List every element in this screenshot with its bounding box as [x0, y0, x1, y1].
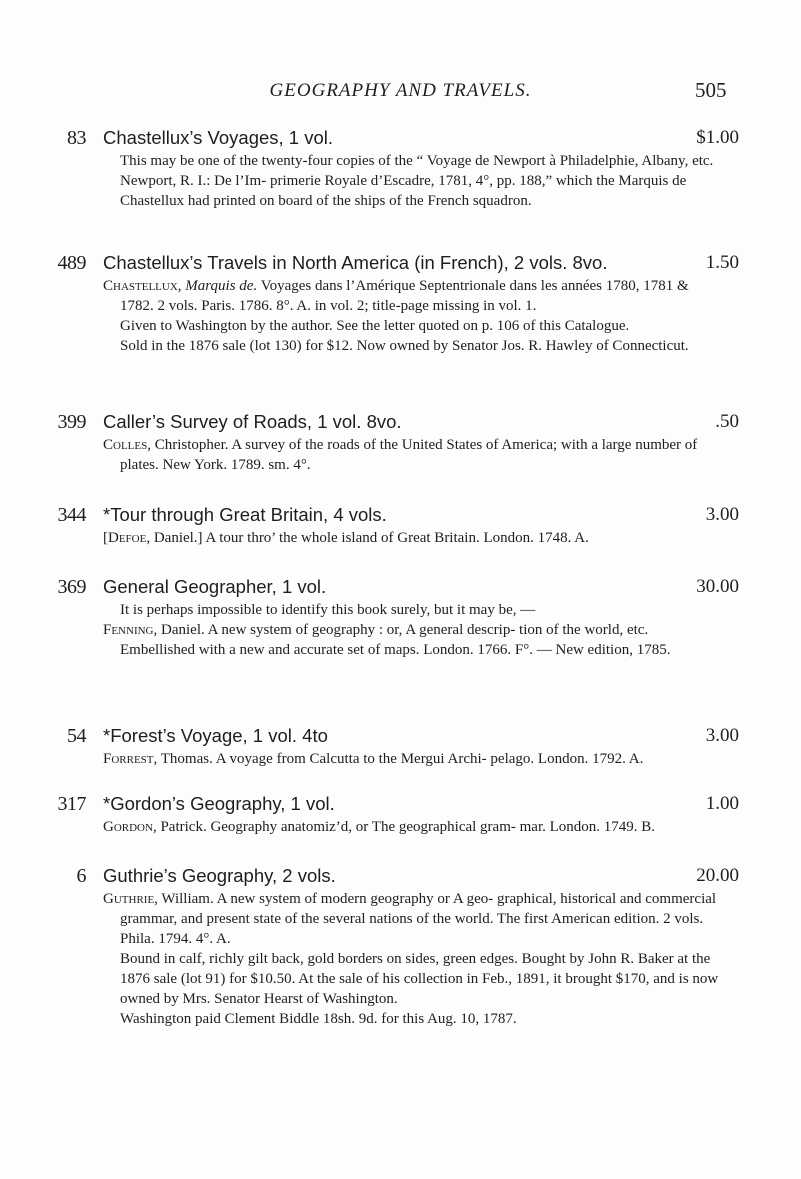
- bibliographic-record: [103, 817, 723, 837]
- author-title: Marquis de.: [185, 278, 258, 294]
- page-number: 505: [695, 78, 727, 102]
- entry-price: 20.00: [696, 865, 739, 886]
- bibliographic-record: [103, 749, 723, 769]
- running-head-title: GEOGRAPHY AND TRAVELS.: [269, 80, 532, 101]
- entry-description: [103, 151, 723, 211]
- entry-number: 317: [57, 793, 86, 815]
- entry-title: Guthrie’s Geography, 2 vols.: [103, 865, 336, 886]
- entry-description: [103, 817, 723, 837]
- entry-price: 3.00: [705, 504, 739, 525]
- entry-title: Chastellux’s Voyages, 1 vol.: [103, 127, 334, 148]
- record-text: Christopher. A survey of the roads of the United States of America; with a large number of plates. New York. 1789. sm. 4°.: [120, 437, 698, 473]
- entry-title: *Forest’s Voyage, 1 vol. 4to: [103, 725, 328, 746]
- entry-price: $1.00: [696, 127, 739, 148]
- entry-price: 3.00: [705, 725, 739, 746]
- entry-title: Chastellux’s Travels in North America (in French), 2 vols. 8vo.: [103, 252, 608, 273]
- entry-number: 399: [57, 411, 86, 433]
- entry-title: *Gordon’s Geography, 1 vol.: [103, 793, 335, 814]
- entry-description: [103, 889, 723, 1029]
- entry-number: 6: [76, 865, 86, 887]
- entry-price: .50: [715, 411, 739, 432]
- record-text: William. A new system of modern geography or A geo- graphical, historical and commercial grammar, and present state of the several nations of the world. The first American edition. 2 vols. Phila. 1794. 4°. A.: [120, 891, 717, 947]
- entry-number: 54: [67, 725, 86, 747]
- bibliographic-record: [103, 435, 723, 475]
- entry-title: General Geographer, 1 vol.: [103, 576, 327, 597]
- author-name: Guthrie,: [103, 891, 158, 907]
- entry-price: 1.00: [705, 793, 739, 814]
- record-text: Patrick. Geography anatomiz’d, or The geographical gram- mar. London. 1749. B.: [160, 819, 656, 835]
- record-text: Thomas. A voyage from Calcutta to the Mergui Archi- pelago. London. 1792. A.: [160, 751, 644, 767]
- entry-price: 1.50: [705, 252, 739, 273]
- entry-description: [103, 600, 723, 660]
- entry-description: [103, 528, 723, 548]
- bibliographic-record: [103, 276, 723, 316]
- author-name: Colles,: [103, 437, 151, 453]
- entry-note: It is perhaps impossible to identify this book surely, but it may be, —: [120, 602, 536, 618]
- entry-price: 30.00: [696, 576, 739, 597]
- record-text: Voyages dans l’Amérique Septentrionale dans les années 1780, 1781 & 1782. 2 vols. Paris. 1786. 8°. A. in vol. 2; title-page missing in vol. 1.: [120, 278, 689, 314]
- entry-number: 489: [57, 252, 86, 274]
- author-name: Gordon,: [103, 819, 157, 835]
- entry-note: This may be one of the twenty-four copies of the “ Voyage de Newport à Philadelphie, Albany, etc. Newport, R. I.: De l’Im- primerie Royale d’Escadre, 1781, 4°, pp. 188,” which the Marquis de Chastellux had printed on board of the ships of the French squadron.: [120, 153, 714, 209]
- bibliographic-record: [103, 889, 723, 949]
- entry-description: [103, 749, 723, 769]
- bibliographic-record: [103, 620, 723, 660]
- author-name: Chastellux,: [103, 278, 182, 294]
- entry-note: Bound in calf, richly gilt back, gold borders on sides, green edges. Bought by John R. Baker at the 1876 sale (lot 91) for $10.50. At the sale of his collection in Feb., 1891, it brought $170, and is now owned by Mrs. Senator Hearst of Washington.: [120, 951, 719, 1007]
- entry-note: Given to Washington by the author. See the letter quoted on p. 106 of this Catalogue.: [120, 318, 630, 334]
- entry-description: [103, 435, 723, 475]
- author-name: [Defoe,: [103, 530, 151, 546]
- entry-title: Caller’s Survey of Roads, 1 vol. 8vo.: [103, 411, 402, 432]
- entry-title: *Tour through Great Britain, 4 vols.: [103, 504, 387, 525]
- record-text: Daniel. A new system of geography : or, A general descrip- tion of the world, etc. Embellished with a new and accurate set of maps. London. 1766. F°. — New edition, 1785.: [120, 622, 671, 658]
- entry-number: 83: [67, 127, 86, 149]
- entry-number: 369: [57, 576, 86, 598]
- bibliographic-record: [103, 528, 723, 548]
- author-name: Forrest,: [103, 751, 158, 767]
- author-name: Fenning,: [103, 622, 158, 638]
- entry-description: [103, 276, 723, 356]
- entry-note: Washington paid Clement Biddle 18sh. 9d. for this Aug. 10, 1787.: [120, 1011, 517, 1027]
- record-text: Daniel.] A tour thro’ the whole island of Great Britain. London. 1748. A.: [153, 530, 589, 546]
- entry-number: 344: [57, 504, 86, 526]
- entry-note: Sold in the 1876 sale (lot 130) for $12. Now owned by Senator Jos. R. Hawley of Connecticut.: [120, 338, 689, 354]
